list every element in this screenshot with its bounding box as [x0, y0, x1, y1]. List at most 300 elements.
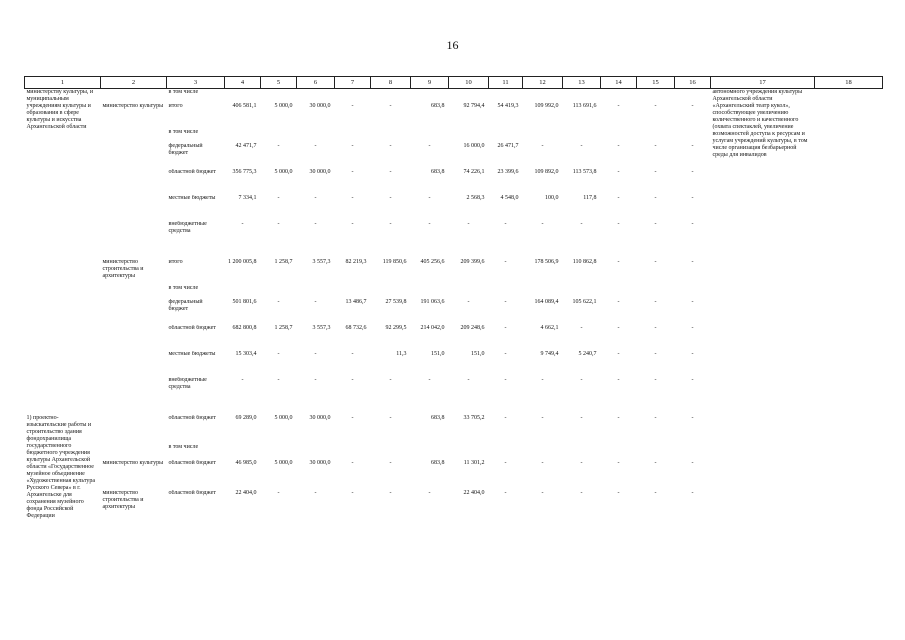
value-cell-col-5: 1 258,7: [274, 258, 293, 265]
value-cell-col-8: -: [389, 102, 392, 109]
empty-cell: [815, 129, 883, 143]
empty-cell: [815, 325, 883, 351]
empty-cell: [815, 444, 883, 460]
value-cell-col-6: 30 000,0: [309, 460, 331, 467]
value-cell-col-4: [225, 89, 261, 103]
value-cell-col-4: 42 471,7: [235, 142, 257, 149]
value-cell-col-6: 3 557,3: [312, 324, 331, 331]
value-cell-col-10: 33 705,2: [463, 414, 485, 421]
value-cell-col-8: [371, 285, 411, 299]
value-cell-col-8: 119 850,6: [382, 258, 407, 265]
value-cell-col-14: -: [617, 324, 620, 331]
value-cell-col-10: 2 568,3: [466, 194, 485, 201]
value-cell-col-8: -: [389, 460, 392, 467]
value-cell-col-11: 23 399,6: [497, 168, 519, 175]
value-cell-col-15: -: [654, 489, 657, 496]
value-cell-col-12: -: [541, 220, 544, 227]
value-cell-col-5: [261, 444, 297, 460]
empty-cell: [815, 490, 883, 520]
table-row: [25, 259, 883, 285]
value-cell-col-16: -: [691, 168, 694, 175]
value-cell-col-15: -: [654, 142, 657, 149]
value-cell-col-16: -: [691, 220, 694, 227]
value-cell-col-16: [675, 89, 711, 103]
value-cell-col-12: [523, 285, 563, 299]
table-body: [25, 89, 883, 520]
funding-source-label: в том числе: [168, 284, 199, 291]
value-cell-col-6: -: [314, 220, 317, 227]
empty-cell: [711, 299, 815, 325]
value-cell-col-4: [225, 285, 261, 299]
value-cell-col-9: 683,8: [431, 168, 445, 175]
value-cell-col-9: -: [428, 194, 431, 201]
column-number-13: 13: [563, 77, 601, 89]
empty-cell: [711, 351, 815, 377]
cell-text-col-2: министерство строительства и архитектуры: [102, 489, 144, 510]
value-cell-col-6: 30 000,0: [309, 414, 331, 421]
value-cell-col-9: -: [428, 376, 431, 383]
value-cell-col-13: 110 862,8: [572, 258, 597, 265]
value-cell-col-15: -: [654, 258, 657, 265]
value-cell-col-12: [523, 444, 563, 460]
value-cell-col-10: -: [467, 376, 470, 383]
value-cell-col-16: -: [691, 298, 694, 305]
value-cell-col-8: -: [389, 376, 392, 383]
value-cell-col-14: -: [617, 142, 620, 149]
value-cell-col-16: -: [691, 460, 694, 467]
value-cell-col-5: 1 258,7: [274, 324, 293, 331]
table-row: [25, 490, 883, 520]
value-cell-col-4: 22 404,0: [235, 489, 257, 496]
value-cell-col-13: -: [580, 220, 583, 227]
value-cell-col-7: -: [351, 414, 354, 421]
value-cell-col-14: [601, 285, 637, 299]
value-cell-col-12: 164 089,4: [534, 298, 559, 305]
value-cell-col-16: -: [691, 376, 694, 383]
value-cell-col-8: 27 539,8: [385, 298, 407, 305]
empty-cell: [101, 89, 167, 103]
column-number-header: [25, 77, 883, 89]
column-number-17: 17: [711, 77, 815, 89]
budget-table-wrap: [24, 76, 882, 520]
value-cell-col-4: 682 800,8: [232, 324, 257, 331]
column-number-10: 10: [449, 77, 489, 89]
value-cell-col-10: [449, 285, 489, 299]
value-cell-col-14: -: [617, 194, 620, 201]
value-cell-col-12: 4 662,1: [540, 324, 559, 331]
funding-source-label: областной бюджет: [168, 489, 216, 496]
column-number-8: 8: [371, 77, 411, 89]
value-cell-col-4: 356 775,3: [232, 168, 257, 175]
value-cell-col-5: -: [277, 376, 280, 383]
value-cell-col-13: [563, 444, 601, 460]
value-cell-col-10: 11 301,2: [463, 460, 485, 467]
value-cell-col-9: [411, 285, 449, 299]
value-cell-col-8: -: [389, 220, 392, 227]
value-cell-col-4: 1 200 005,8: [228, 258, 257, 265]
value-cell-col-6: -: [314, 194, 317, 201]
column-number-9: 9: [411, 77, 449, 89]
value-cell-col-15: [637, 285, 675, 299]
value-cell-col-11: -: [504, 460, 507, 467]
empty-cell: [815, 460, 883, 490]
cell-text-col-2: министерство культуры: [102, 460, 164, 467]
value-cell-col-13: -: [580, 489, 583, 496]
value-cell-col-15: -: [654, 102, 657, 109]
value-cell-col-16: -: [691, 350, 694, 357]
value-cell-col-12: 100,0: [545, 194, 559, 201]
value-cell-col-15: -: [654, 168, 657, 175]
value-cell-col-15: -: [654, 376, 657, 383]
value-cell-col-8: [371, 444, 411, 460]
empty-cell: [25, 259, 101, 285]
value-cell-col-7: -: [351, 102, 354, 109]
value-cell-col-10: 74 226,1: [463, 168, 485, 175]
value-cell-col-11: -: [504, 220, 507, 227]
empty-cell: [815, 221, 883, 247]
empty-cell: [711, 460, 815, 490]
value-cell-col-12: -: [541, 460, 544, 467]
value-cell-col-14: -: [617, 168, 620, 175]
value-cell-col-14: [601, 444, 637, 460]
value-cell-col-11: 54 419,3: [497, 102, 519, 109]
value-cell-col-5: -: [277, 298, 280, 305]
funding-source-label: федеральный бюджет: [168, 298, 203, 312]
value-cell-col-11: -: [504, 258, 507, 265]
value-cell-col-12: [523, 129, 563, 143]
value-cell-col-15: -: [654, 324, 657, 331]
value-cell-col-11: -: [504, 298, 507, 305]
value-cell-col-6: 3 557,3: [312, 258, 331, 265]
value-cell-col-8: -: [389, 414, 392, 421]
budget-table: [24, 76, 883, 520]
value-cell-col-13: -: [580, 324, 583, 331]
value-cell-col-16: -: [691, 258, 694, 265]
value-cell-col-6: -: [314, 376, 317, 383]
value-cell-col-14: -: [617, 220, 620, 227]
value-cell-col-6: [297, 89, 335, 103]
value-cell-col-8: [371, 129, 411, 143]
column-number-11: 11: [489, 77, 523, 89]
value-cell-col-14: -: [617, 376, 620, 383]
column-number-16: 16: [675, 77, 711, 89]
value-cell-col-4: [225, 444, 261, 460]
value-cell-col-6: -: [314, 350, 317, 357]
value-cell-col-13: 113 573,8: [572, 168, 597, 175]
column-number-18: 18: [815, 77, 883, 89]
funding-source-label: федеральный бюджет: [168, 142, 203, 156]
funding-source-label: в том числе: [168, 89, 199, 95]
value-cell-col-11: -: [504, 414, 507, 421]
value-cell-col-11: [489, 285, 523, 299]
value-cell-col-6: -: [314, 142, 317, 149]
empty-cell: [711, 285, 815, 299]
value-cell-col-6: 30 000,0: [309, 168, 331, 175]
empty-cell: [711, 325, 815, 351]
value-cell-col-8: [371, 89, 411, 103]
funding-source-label: итого: [168, 258, 183, 265]
column-number-4: 4: [225, 77, 261, 89]
cell-text-col-2: министерство культуры: [102, 102, 164, 109]
value-cell-col-16: -: [691, 142, 694, 149]
value-cell-col-7: -: [351, 142, 354, 149]
value-cell-col-14: [601, 129, 637, 143]
table-row: [25, 415, 883, 445]
value-cell-col-14: -: [617, 350, 620, 357]
value-cell-col-5: 5 000,0: [274, 168, 293, 175]
funding-source-label: областной бюджет: [168, 168, 216, 175]
empty-cell: [815, 377, 883, 403]
empty-cell: [25, 325, 101, 351]
value-cell-col-10: 92 794,4: [463, 102, 485, 109]
empty-cell: [711, 415, 815, 445]
funding-source-label: областной бюджет: [168, 414, 216, 421]
empty-cell: [101, 415, 167, 445]
value-cell-col-11: 26 471,7: [497, 142, 519, 149]
value-cell-col-11: [489, 89, 523, 103]
value-cell-col-15: [637, 129, 675, 143]
empty-cell: [711, 490, 815, 520]
empty-cell: [711, 259, 815, 285]
value-cell-col-4: 46 985,0: [235, 460, 257, 467]
value-cell-col-15: -: [654, 194, 657, 201]
value-cell-col-13: [563, 129, 601, 143]
empty-cell: [815, 195, 883, 221]
value-cell-col-8: -: [389, 194, 392, 201]
value-cell-col-5: 5 000,0: [274, 102, 293, 109]
spacer-cell: [25, 403, 883, 415]
value-cell-col-14: -: [617, 298, 620, 305]
value-cell-col-9: 405 256,6: [420, 258, 445, 265]
empty-cell: [815, 299, 883, 325]
funding-source-label: местные бюджеты: [168, 350, 216, 357]
value-cell-col-16: -: [691, 324, 694, 331]
value-cell-col-7: -: [351, 194, 354, 201]
value-cell-col-9: -: [428, 489, 431, 496]
value-cell-col-14: [601, 89, 637, 103]
value-cell-col-4: [225, 129, 261, 143]
value-cell-col-4: 501 801,6: [232, 298, 257, 305]
value-cell-col-4: -: [241, 376, 244, 383]
value-cell-col-10: 16 000,0: [463, 142, 485, 149]
empty-cell: [25, 377, 101, 403]
value-cell-col-15: -: [654, 414, 657, 421]
value-cell-col-9: -: [428, 220, 431, 227]
value-cell-col-9: 683,8: [431, 414, 445, 421]
value-cell-col-5: 5 000,0: [274, 414, 293, 421]
value-cell-col-7: 13 486,7: [345, 298, 367, 305]
empty-cell: [815, 259, 883, 285]
value-cell-col-16: -: [691, 414, 694, 421]
funding-source-label: в том числе: [168, 444, 199, 451]
value-cell-col-10: 209 399,6: [460, 258, 485, 265]
value-cell-col-11: -: [504, 489, 507, 496]
value-cell-col-7: -: [351, 460, 354, 467]
empty-cell: [711, 377, 815, 403]
value-cell-col-11: -: [504, 324, 507, 331]
value-cell-col-16: [675, 129, 711, 143]
value-cell-col-8: -: [389, 142, 392, 149]
value-cell-col-14: -: [617, 489, 620, 496]
value-cell-col-15: -: [654, 460, 657, 467]
value-cell-col-5: -: [277, 350, 280, 357]
empty-cell: [711, 444, 815, 460]
value-cell-col-10: -: [467, 298, 470, 305]
value-cell-col-15: -: [654, 350, 657, 357]
value-cell-col-4: 15 303,4: [235, 350, 257, 357]
column-number-7: 7: [335, 77, 371, 89]
value-cell-col-16: -: [691, 489, 694, 496]
value-cell-col-10: [449, 89, 489, 103]
empty-cell: [815, 169, 883, 195]
value-cell-col-10: 22 404,0: [463, 489, 485, 496]
value-cell-col-15: [637, 444, 675, 460]
value-cell-col-4: 69 289,0: [235, 414, 257, 421]
value-cell-col-5: [261, 89, 297, 103]
value-cell-col-9: [411, 444, 449, 460]
empty-cell: [815, 415, 883, 445]
value-cell-col-14: -: [617, 258, 620, 265]
value-cell-col-13: 117,8: [583, 194, 597, 201]
page-number: 16: [446, 38, 459, 52]
empty-cell: [815, 285, 883, 299]
column-number-5: 5: [261, 77, 297, 89]
value-cell-col-5: -: [277, 489, 280, 496]
value-cell-col-7: -: [351, 168, 354, 175]
value-cell-col-6: [297, 285, 335, 299]
value-cell-col-13: 5 240,7: [578, 350, 597, 357]
value-cell-col-11: -: [504, 350, 507, 357]
value-cell-col-5: -: [277, 142, 280, 149]
value-cell-col-10: 151,0: [471, 350, 485, 357]
value-cell-col-12: 178 506,9: [534, 258, 559, 265]
spacer-cell: [25, 247, 883, 259]
empty-cell: [815, 143, 883, 169]
value-cell-col-7: 82 219,3: [345, 258, 367, 265]
value-cell-col-7: -: [351, 376, 354, 383]
value-cell-col-16: -: [691, 102, 694, 109]
value-cell-col-13: [563, 285, 601, 299]
cell-text-col-17: автономного учреждения культуры Архангельской области «Архангельский театр кукол», способствующее увеличению количественного и качественного (охвата спектаклей, увеличение возможностей доступа к ресурсам и услугам учреждений культуры, в том числе организация безбарьерной среды для инвалидов: [712, 89, 808, 158]
cell-text-col-2: министерство строительства и архитектуры: [102, 258, 144, 279]
empty-cell: [101, 444, 167, 460]
empty-cell: [25, 299, 101, 325]
value-cell-col-6: -: [314, 489, 317, 496]
value-cell-col-4: 7 334,1: [238, 194, 257, 201]
funding-source-label: областной бюджет: [168, 460, 216, 467]
value-cell-col-16: [675, 444, 711, 460]
funding-source-label: местные бюджеты: [168, 194, 216, 201]
value-cell-col-11: -: [504, 376, 507, 383]
value-cell-col-9: [411, 89, 449, 103]
value-cell-col-13: -: [580, 142, 583, 149]
value-cell-col-7: -: [351, 220, 354, 227]
value-cell-col-13: 113 691,6: [572, 102, 597, 109]
value-cell-col-8: 92 299,5: [385, 324, 407, 331]
value-cell-col-10: [449, 129, 489, 143]
empty-cell: [25, 285, 101, 299]
empty-cell: [815, 103, 883, 129]
value-cell-col-5: 5 000,0: [274, 460, 293, 467]
value-cell-col-5: -: [277, 220, 280, 227]
value-cell-col-13: -: [580, 376, 583, 383]
value-cell-col-5: -: [277, 194, 280, 201]
value-cell-col-12: 109 992,0: [534, 102, 559, 109]
value-cell-col-11: [489, 129, 523, 143]
value-cell-col-12: -: [541, 489, 544, 496]
value-cell-col-6: -: [314, 298, 317, 305]
value-cell-col-11: 4 548,0: [500, 194, 519, 201]
value-cell-col-7: [335, 444, 371, 460]
value-cell-col-4: 406 581,1: [232, 102, 257, 109]
value-cell-col-7: -: [351, 489, 354, 496]
column-number-2: 2: [101, 77, 167, 89]
column-number-12: 12: [523, 77, 563, 89]
value-cell-col-10: [449, 444, 489, 460]
table-row: [25, 89, 883, 103]
value-cell-col-8: -: [389, 168, 392, 175]
value-cell-col-13: [563, 89, 601, 103]
empty-cell: [25, 351, 101, 377]
value-cell-col-7: 68 732,6: [345, 324, 367, 331]
value-cell-col-16: -: [691, 194, 694, 201]
value-cell-col-7: [335, 285, 371, 299]
value-cell-col-9: [411, 129, 449, 143]
value-cell-col-14: -: [617, 460, 620, 467]
value-cell-col-6: [297, 129, 335, 143]
value-cell-col-5: [261, 129, 297, 143]
value-cell-col-9: -: [428, 142, 431, 149]
value-cell-col-15: -: [654, 220, 657, 227]
value-cell-col-16: [675, 285, 711, 299]
value-cell-col-7: -: [351, 350, 354, 357]
value-cell-col-13: -: [580, 460, 583, 467]
value-cell-col-12: -: [541, 376, 544, 383]
value-cell-col-8: 11,3: [396, 350, 407, 357]
funding-source-label: внебюджетные средства: [168, 376, 207, 390]
funding-source-label: итого: [168, 102, 183, 109]
value-cell-col-13: 105 622,1: [572, 298, 597, 305]
value-cell-col-12: -: [541, 414, 544, 421]
value-cell-col-5: [261, 285, 297, 299]
table-row: [25, 460, 883, 490]
value-cell-col-11: [489, 444, 523, 460]
value-cell-col-12: 109 892,0: [534, 168, 559, 175]
empty-cell: [815, 351, 883, 377]
value-cell-col-12: [523, 89, 563, 103]
table-row: [25, 444, 883, 460]
value-cell-col-15: [637, 89, 675, 103]
funding-source-label: внебюджетные средства: [168, 220, 207, 234]
value-cell-col-7: [335, 89, 371, 103]
value-cell-col-7: [335, 129, 371, 143]
value-cell-col-9: 151,0: [431, 350, 445, 357]
spacer-row: [25, 403, 883, 415]
value-cell-col-14: -: [617, 414, 620, 421]
column-number-6: 6: [297, 77, 335, 89]
value-cell-col-15: -: [654, 298, 657, 305]
value-cell-col-6: 30 000,0: [309, 102, 331, 109]
column-number-1: 1: [25, 77, 101, 89]
value-cell-col-12: 9 749,4: [540, 350, 559, 357]
value-cell-col-8: -: [389, 489, 392, 496]
value-cell-col-9: 214 042,0: [420, 324, 445, 331]
value-cell-col-9: 191 063,6: [420, 298, 445, 305]
value-cell-col-14: -: [617, 102, 620, 109]
cell-text-col-1: 1) проектно-изыскательские работы и строительство здания фондохранилища государственного бюджетного учреждения культуры Архангельской области «Государственное музейное объединение «Художественная культура Русского Севера» в г. Архангельске для сохранения музейного фонда Российской Федерации: [26, 414, 96, 519]
value-cell-col-9: 683,8: [431, 460, 445, 467]
spacer-row: [25, 247, 883, 259]
